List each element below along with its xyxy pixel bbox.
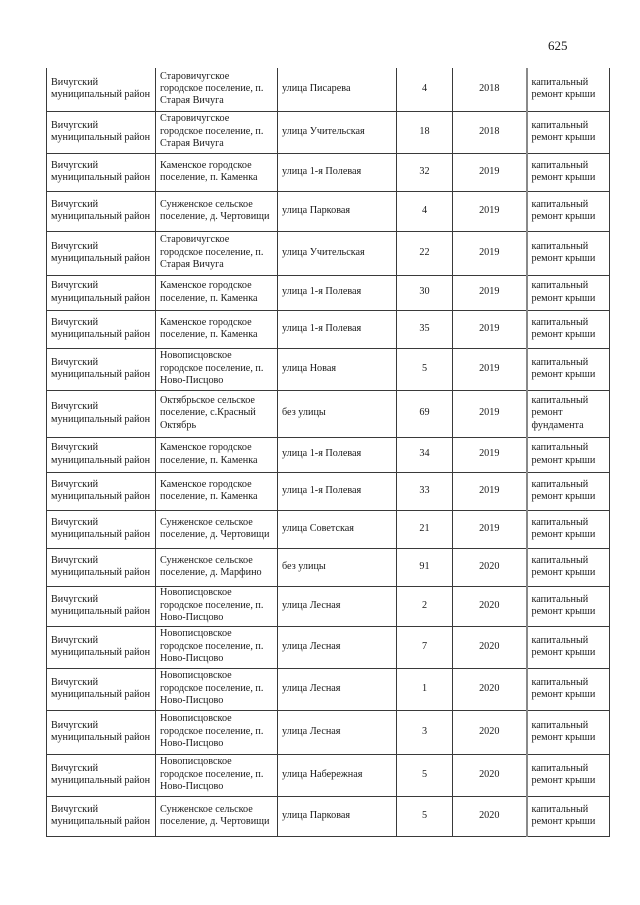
settlement-cell: Сунженское сельское поселение, д. Марфино <box>156 548 278 586</box>
street-cell: улица Лесная <box>278 710 397 754</box>
settlement-cell: Каменское городское поселение, п. Каменка <box>156 275 278 310</box>
house-number-cell: 33 <box>397 472 453 510</box>
street-cell: улица Учительская <box>278 111 397 153</box>
district-cell: Вичугский муниципальный район <box>47 390 156 437</box>
year-cell: 2020 <box>453 754 527 796</box>
table-row <box>47 153 610 191</box>
district-cell: Вичугский муниципальный район <box>47 626 156 668</box>
table-row <box>47 68 610 111</box>
settlement-cell: Сунженское сельское поселение, д. Чертовищи <box>156 191 278 231</box>
work-type-cell: капитальный ремонт крыши <box>527 437 610 472</box>
page-number: 625 <box>548 38 568 53</box>
table-row <box>47 710 610 754</box>
settlement-cell: Новописцовское городское поселение, п. Ново-Писцово <box>156 754 278 796</box>
settlement-cell: Сунженское сельское поселение, д. Чертовищи <box>156 510 278 548</box>
year-cell: 2019 <box>453 153 527 191</box>
district-cell: Вичугский муниципальный район <box>47 710 156 754</box>
house-number-cell: 1 <box>397 668 453 710</box>
house-number-cell: 4 <box>397 68 453 111</box>
district-cell: Вичугский муниципальный район <box>47 153 156 191</box>
house-number-cell: 2 <box>397 586 453 626</box>
year-cell: 2018 <box>453 68 527 111</box>
house-number-cell: 7 <box>397 626 453 668</box>
house-number-cell: 5 <box>397 796 453 836</box>
settlement-cell: Новописцовское городское поселение, п. Ново-Писцово <box>156 348 278 390</box>
street-cell: улица Советская <box>278 510 397 548</box>
house-number-cell: 22 <box>397 231 453 275</box>
street-cell: улица 1-я Полевая <box>278 437 397 472</box>
settlement-cell: Каменское городское поселение, п. Каменка <box>156 437 278 472</box>
work-type-cell: капитальный ремонт крыши <box>527 348 610 390</box>
year-cell: 2020 <box>453 586 527 626</box>
year-cell: 2019 <box>453 510 527 548</box>
street-cell: улица Парковая <box>278 796 397 836</box>
table-row <box>47 668 610 710</box>
district-cell: Вичугский муниципальный район <box>47 191 156 231</box>
district-cell: Вичугский муниципальный район <box>47 310 156 348</box>
street-cell: улица 1-я Полевая <box>278 310 397 348</box>
work-type-cell: капитальный ремонт крыши <box>527 472 610 510</box>
year-cell: 2019 <box>453 310 527 348</box>
year-cell: 2019 <box>453 472 527 510</box>
settlement-cell: Новописцовское городское поселение, п. Ново-Писцово <box>156 586 278 626</box>
table-row <box>47 275 610 310</box>
street-cell: улица Лесная <box>278 626 397 668</box>
year-cell: 2019 <box>453 231 527 275</box>
table-row <box>47 586 610 626</box>
house-number-cell: 69 <box>397 390 453 437</box>
year-cell: 2020 <box>453 796 527 836</box>
settlement-cell: Новописцовское городское поселение, п. Ново-Писцово <box>156 626 278 668</box>
district-cell: Вичугский муниципальный район <box>47 68 156 111</box>
work-type-cell: капитальный ремонт крыши <box>527 586 610 626</box>
house-number-cell: 21 <box>397 510 453 548</box>
work-type-cell: капитальный ремонт крыши <box>527 754 610 796</box>
house-number-cell: 34 <box>397 437 453 472</box>
year-cell: 2020 <box>453 626 527 668</box>
table-row <box>47 191 610 231</box>
street-cell: без улицы <box>278 548 397 586</box>
district-cell: Вичугский муниципальный район <box>47 275 156 310</box>
table-row <box>47 626 610 668</box>
street-cell: улица Лесная <box>278 586 397 626</box>
work-type-cell: капитальный ремонт крыши <box>527 68 610 111</box>
table-row <box>47 310 610 348</box>
year-cell: 2019 <box>453 348 527 390</box>
year-cell: 2019 <box>453 275 527 310</box>
table-row <box>47 796 610 836</box>
district-cell: Вичугский муниципальный район <box>47 668 156 710</box>
settlement-cell: Новописцовское городское поселение, п. Ново-Писцово <box>156 668 278 710</box>
housing-repair-table <box>46 68 610 837</box>
work-type-cell: капитальный ремонт крыши <box>527 111 610 153</box>
settlement-cell: Октябрьское сельское поселение, с.Красный Октябрь <box>156 390 278 437</box>
table-row <box>47 348 610 390</box>
work-type-cell: капитальный ремонт крыши <box>527 275 610 310</box>
year-cell: 2020 <box>453 710 527 754</box>
street-cell: улица 1-я Полевая <box>278 472 397 510</box>
work-type-cell: капитальный ремонт крыши <box>527 668 610 710</box>
settlement-cell: Старовичугское городское поселение, п. Старая Вичуга <box>156 231 278 275</box>
work-type-cell: капитальный ремонт фундамента <box>527 390 610 437</box>
district-cell: Вичугский муниципальный район <box>47 472 156 510</box>
work-type-cell: капитальный ремонт крыши <box>527 310 610 348</box>
district-cell: Вичугский муниципальный район <box>47 348 156 390</box>
street-cell: улица Новая <box>278 348 397 390</box>
house-number-cell: 18 <box>397 111 453 153</box>
table-row <box>47 390 610 437</box>
district-cell: Вичугский муниципальный район <box>47 796 156 836</box>
settlement-cell: Старовичугское городское поселение, п. Старая Вичуга <box>156 68 278 111</box>
year-cell: 2019 <box>453 390 527 437</box>
district-cell: Вичугский муниципальный район <box>47 437 156 472</box>
year-cell: 2020 <box>453 548 527 586</box>
district-cell: Вичугский муниципальный район <box>47 231 156 275</box>
street-cell: без улицы <box>278 390 397 437</box>
table-body <box>47 68 610 836</box>
district-cell: Вичугский муниципальный район <box>47 548 156 586</box>
year-cell: 2020 <box>453 668 527 710</box>
work-type-cell: капитальный ремонт крыши <box>527 548 610 586</box>
table-row <box>47 548 610 586</box>
street-cell: улица Писарева <box>278 68 397 111</box>
street-cell: улица Парковая <box>278 191 397 231</box>
house-number-cell: 5 <box>397 348 453 390</box>
district-cell: Вичугский муниципальный район <box>47 510 156 548</box>
table-row <box>47 111 610 153</box>
work-type-cell: капитальный ремонт крыши <box>527 191 610 231</box>
work-type-cell: капитальный ремонт крыши <box>527 153 610 191</box>
year-cell: 2018 <box>453 111 527 153</box>
table-row <box>47 437 610 472</box>
table-row <box>47 510 610 548</box>
settlement-cell: Каменское городское поселение, п. Каменка <box>156 472 278 510</box>
house-number-cell: 3 <box>397 710 453 754</box>
house-number-cell: 32 <box>397 153 453 191</box>
district-cell: Вичугский муниципальный район <box>47 586 156 626</box>
house-number-cell: 4 <box>397 191 453 231</box>
house-number-cell: 5 <box>397 754 453 796</box>
street-cell: улица Учительская <box>278 231 397 275</box>
table-row <box>47 472 610 510</box>
house-number-cell: 91 <box>397 548 453 586</box>
table-row <box>47 754 610 796</box>
settlement-cell: Старовичугское городское поселение, п. Старая Вичуга <box>156 111 278 153</box>
year-cell: 2019 <box>453 191 527 231</box>
work-type-cell: капитальный ремонт крыши <box>527 796 610 836</box>
settlement-cell: Сунженское сельское поселение, д. Чертовищи <box>156 796 278 836</box>
street-cell: улица Лесная <box>278 668 397 710</box>
work-type-cell: капитальный ремонт крыши <box>527 710 610 754</box>
street-cell: улица 1-я Полевая <box>278 275 397 310</box>
district-cell: Вичугский муниципальный район <box>47 111 156 153</box>
table-row <box>47 231 610 275</box>
work-type-cell: капитальный ремонт крыши <box>527 231 610 275</box>
district-cell: Вичугский муниципальный район <box>47 754 156 796</box>
street-cell: улица Набережная <box>278 754 397 796</box>
settlement-cell: Каменское городское поселение, п. Каменка <box>156 153 278 191</box>
year-cell: 2019 <box>453 437 527 472</box>
street-cell: улица 1-я Полевая <box>278 153 397 191</box>
settlement-cell: Новописцовское городское поселение, п. Ново-Писцово <box>156 710 278 754</box>
house-number-cell: 35 <box>397 310 453 348</box>
settlement-cell: Каменское городское поселение, п. Каменка <box>156 310 278 348</box>
work-type-cell: капитальный ремонт крыши <box>527 510 610 548</box>
work-type-cell: капитальный ремонт крыши <box>527 626 610 668</box>
house-number-cell: 30 <box>397 275 453 310</box>
